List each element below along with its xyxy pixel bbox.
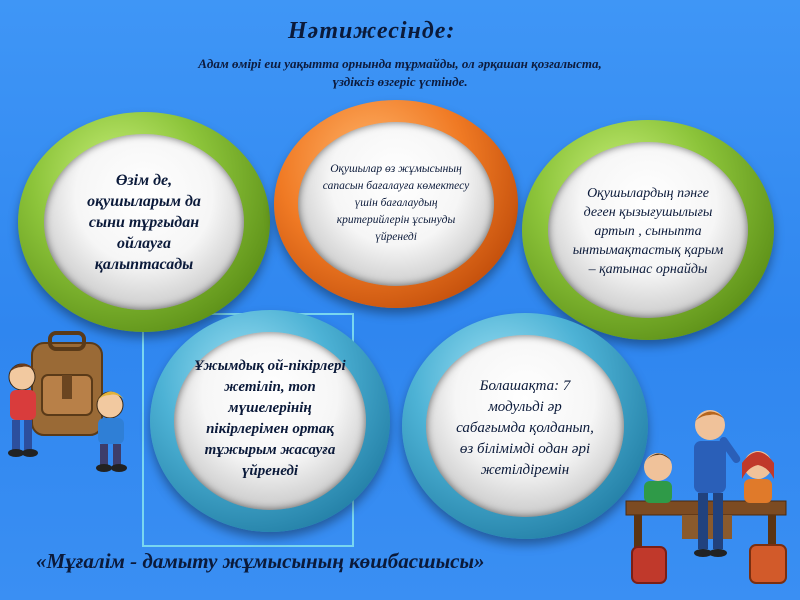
result-circle-3-text: Оқушылардың пәнге деген қызығушылығы артып , сыныпта ынтымақтастық қарым – қатынас орнайды	[572, 185, 724, 277]
result-circle-2	[274, 100, 518, 308]
kids-at-desk-illustration	[622, 405, 800, 595]
result-circle-4-text: Ұжымдық ой-пікірлері жетіліп, топ мүшелерінің пікірлерімен ортақ тұжырым жасауға үйренеді	[194, 358, 346, 479]
slide-title: Нәтижесінде:	[288, 18, 456, 44]
result-circle-1-text: Өзім де, оқушыларым да сыни тұрғыдан ойлауға қалыптасады	[87, 171, 201, 273]
kids-with-backpack-illustration	[0, 325, 140, 475]
result-circle-1	[18, 112, 270, 332]
result-circle-5	[402, 313, 648, 539]
result-circle-5-text: Болашақта: 7 модульді әр сабағымда қолданып, өз білімімді одан әрі жетілдіремін	[456, 377, 594, 478]
result-circle-2-text: Оқушылар өз жұмысының сапасын бағалауға көмектесу үшін бағалаудың критерийлерін ұсынуды үйренеді	[322, 162, 470, 243]
subtitle-line-1: Адам өмірі еш уақытта орнында тұрмайды, ол әрқашан қозғалыста,	[198, 56, 602, 71]
slide-subtitle	[120, 55, 680, 91]
result-circle-3	[522, 120, 774, 340]
subtitle-line-2: үздіксіз өзгеріс үстінде.	[332, 74, 468, 89]
result-circle-4	[150, 310, 390, 532]
slide-motto: «Мұғалім - дамыту жұмысының көшбасшысы»	[36, 549, 485, 573]
